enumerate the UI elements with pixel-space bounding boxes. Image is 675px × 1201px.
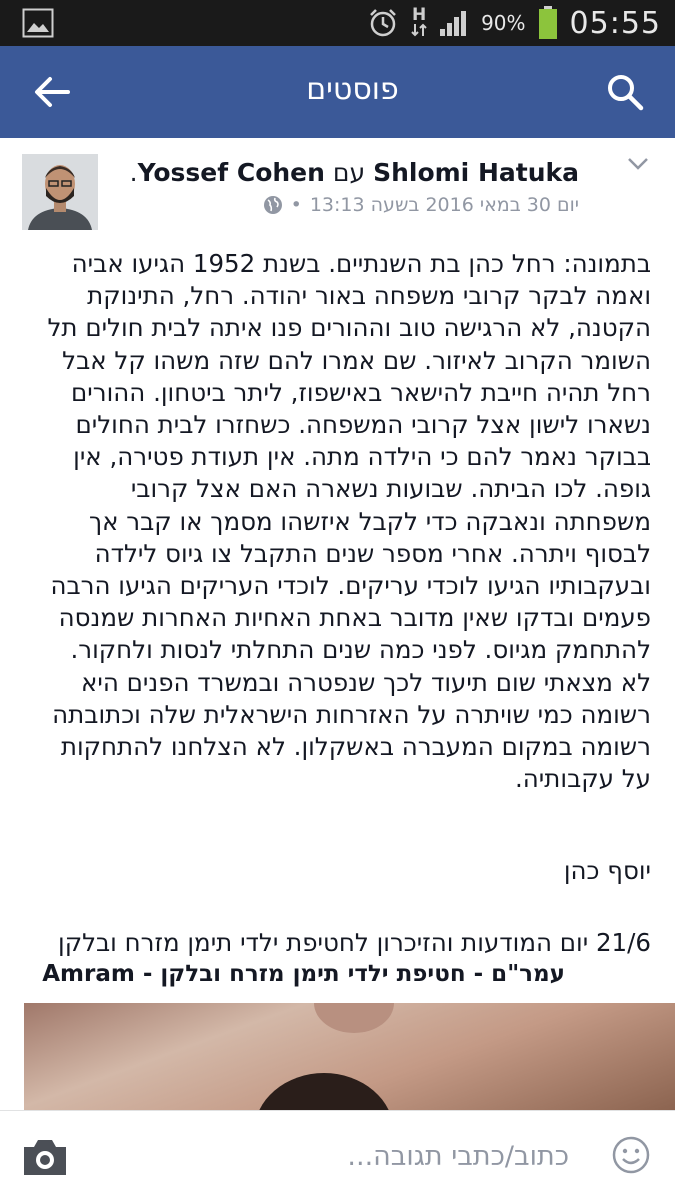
body-line: רשומה כמי שויתרה על האזרחות הישראלית שלה וכתובתה	[52, 699, 651, 729]
author-name[interactable]: Shlomi Hatuka	[373, 158, 579, 187]
search-icon[interactable]	[605, 72, 645, 112]
author-avatar[interactable]	[22, 154, 98, 230]
body-line: ובעקבותיו הגיעו לוכדי עריקים. לוכדי העריקים הגיעו הרבה	[50, 571, 651, 601]
post-tag-line: 21/6 יום המודעות והזיכרון לחטיפת ילדי תימן מזרח ובלקן	[58, 928, 651, 957]
battery-percent: 90%	[481, 11, 526, 35]
comment-composer	[0, 1110, 675, 1201]
body-line: לבסוף ויתרה. אחרי מספר שנים התקבל צו גיוס לילדה	[94, 538, 651, 568]
clock-time: 05:55	[569, 5, 661, 41]
avatar-image	[22, 154, 98, 230]
body-line: רחל תהיה חייבת להישאר באישפוז, ליתר ביטחון. ההורים	[71, 377, 651, 407]
signal-icon	[439, 9, 469, 37]
meta-separator: •	[290, 194, 302, 216]
with-word: עם	[332, 158, 366, 187]
post-timestamp[interactable]: יום 30 במאי 2016 בשעה 13:13	[309, 194, 579, 216]
body-line: על עקבותיה.	[515, 764, 651, 794]
body-line: משפחתה ונאבקה כדי לקבל איזשהו מסמך או קבר אך	[88, 506, 651, 536]
body-line: פעמים ובדקו שאין מדובר באחת האחיות האחרות שמנסה	[58, 603, 651, 633]
body-line: הקטנה, לא הרגישה טוב וההורים פנו איתה לבית חולים תל	[47, 313, 651, 343]
status-bar	[0, 0, 675, 46]
tagged-name[interactable]: Yossef Cohen	[137, 158, 325, 187]
post-body	[19, 248, 651, 795]
post-photo[interactable]	[24, 1003, 675, 1110]
data-arrows-icon	[411, 22, 427, 38]
chevron-down-icon[interactable]	[626, 156, 650, 172]
comment-input[interactable]: כתוב/כתבי תגובה...	[347, 1141, 569, 1172]
post-meta	[263, 194, 579, 216]
body-line: בתמונה: רחל כהן בת השנתיים. בשנת 1952 הגיעו אביה	[71, 249, 651, 278]
photo-detail	[254, 1073, 394, 1110]
body-line: ואמה לבקר קרובי משפחה באור יהודה. רחל, התינוקת	[87, 281, 651, 311]
post-header	[130, 158, 579, 187]
body-line: גופה. לכו הביתה. שבועות נשארה האם אצל קרובי	[130, 474, 651, 504]
body-line: בבוקר נאמר להם כי הילדה מתה. אין תעודת פטירה, אין	[73, 442, 651, 472]
header-dot: .	[129, 158, 138, 187]
body-line: נשארו לישון אצל קרובי המשפחה. כשחזרו לבית החולים	[75, 410, 651, 440]
post-card	[0, 138, 675, 1000]
app-bar	[0, 46, 675, 138]
globe-icon	[263, 195, 283, 215]
body-line: השומר הקרוב לאיזור. שם אמרו להם שזה משהו קל אבל	[62, 345, 651, 375]
body-line: לא מצאתי שום תיעוד לכך שנפטרה ובמשרד הפנים היא	[81, 667, 651, 697]
gallery-icon	[22, 8, 54, 38]
page-title: פוסטים	[306, 72, 399, 107]
battery-icon	[538, 6, 558, 40]
body-line: רשומה במקום המעברה באשקלון. לא הצלחנו להתחקות	[60, 732, 651, 762]
page-link[interactable]: עמר"ם - חטיפת ילדי תימן מזרח ובלקן - Amram	[42, 961, 565, 987]
smiley-icon[interactable]	[611, 1135, 651, 1175]
network-type-indicator	[411, 5, 427, 38]
camera-icon[interactable]	[20, 1135, 70, 1179]
post-signature: יוסף כהן	[563, 856, 651, 885]
body-line: להתחמק מגיוס. לפני כמה שנים התחלתי לנסות ולחקור.	[70, 635, 651, 665]
network-h-label: H	[411, 5, 427, 25]
photo-detail	[314, 1003, 394, 1033]
alarm-icon	[367, 7, 399, 39]
